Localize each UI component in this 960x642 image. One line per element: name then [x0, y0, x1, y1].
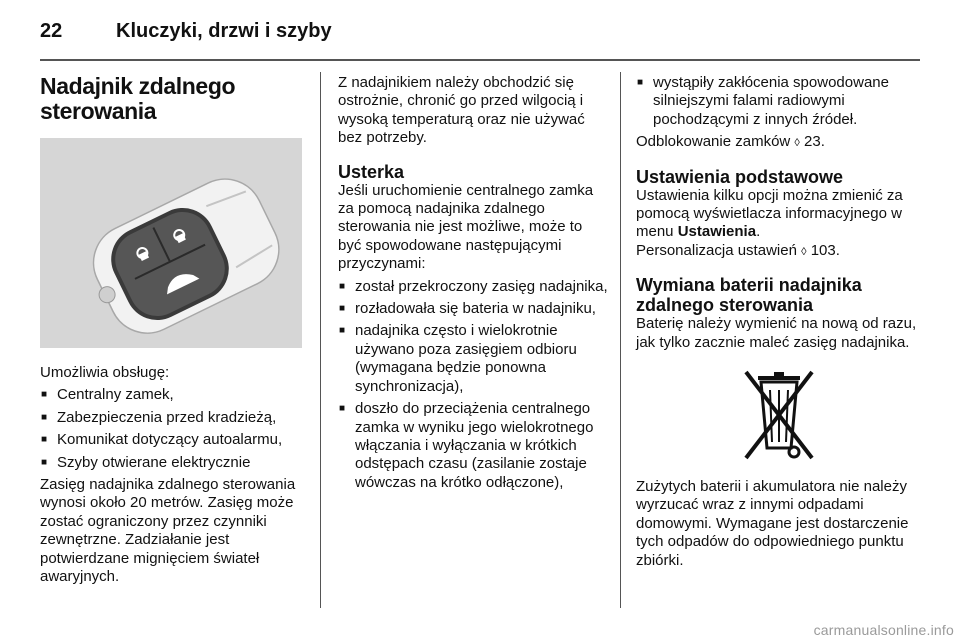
heading-fault: Usterka [338, 161, 405, 182]
page-ref-icon: ◊ [794, 137, 800, 150]
unlock-reference [636, 133, 920, 152]
page-ref-icon: ◊ [801, 245, 807, 258]
settings-period: . [756, 223, 761, 241]
list-item: ■ Szyby otwierane elektrycznie [40, 454, 306, 472]
personalize-reference [636, 242, 920, 261]
feature-list [40, 386, 306, 472]
list-item: ■ doszło do przeciążenia centralnego zamka w wyniku jego wielokrotnego włączania i wyłączania w krótkich odstępach czasu (zasilanie zostaje wówczas na krótko odłączone), [338, 400, 608, 492]
section-title-remote: Nadajnik zdalnego sterowania [40, 73, 236, 124]
care-paragraph: Z nadajnikiem należy obchodzić się ostrożnie, chronić go przed wilgocią i wysoką temperaturą oraz nie używać bez potrzeby. [338, 74, 585, 147]
settings-text: Ustawienia kilku opcji można zmienić za pomocą wyświetlacza informacyjnego w menu [636, 186, 903, 241]
features-intro: Umożliwia obsługę: [40, 364, 170, 381]
disposal-paragraph: Zużytych baterii i akumulatora nie należy wyrzucać wraz z innymi odpadami domowymi. Wymagane jest dostarczenie tych odpadów do odpowiedniego punktu zbiórki. [636, 478, 909, 569]
page-number: 22 [40, 20, 63, 42]
column-divider [620, 72, 621, 608]
personalize-text: Personalizacja ustawień [636, 241, 797, 259]
column-2 [338, 74, 608, 492]
list-item: ■ Zabezpieczenia przed kradzieżą, [40, 409, 306, 427]
settings-menu-name: Ustawienia [677, 223, 757, 241]
column-divider [320, 72, 321, 608]
page-header [40, 20, 332, 44]
unlock-page-ref: 23. [804, 133, 825, 151]
list-item: ■ został przekroczony zasięg nadajnika, [338, 278, 608, 296]
watermark: carmanualsonline.info [813, 622, 954, 638]
remote-key-image [40, 138, 302, 348]
unlock-text: Odblokowanie zamków [636, 133, 791, 151]
header-rule [40, 59, 920, 61]
chapter-title: Kluczyki, drzwi i szyby [116, 20, 332, 42]
heading-settings: Ustawienia podstawowe [636, 166, 844, 187]
list-item: ■ Centralny zamek, [40, 386, 306, 404]
battery-paragraph: Baterię należy wymienić na nową od razu, jak tylko zacznie maleć zasięg nadajnika. [636, 315, 917, 351]
list-item: ■ Komunikat dotyczący autoalarmu, [40, 431, 306, 449]
list-item: ■ rozładowała się bateria w nadajniku, [338, 300, 608, 318]
crossed-bin-icon [734, 366, 824, 466]
settings-paragraph [636, 187, 920, 242]
cause-list [338, 278, 608, 492]
range-paragraph: Zasięg nadajnika zdalnego sterowania wynosi około 20 metrów. Zasięg może zostać ograniczony przez czynniki zewnętrzne. Zadziałanie jest potwierdzane mignięciem świateł awaryjnych. [40, 476, 296, 586]
fault-paragraph: Jeśli uruchomienie centralnego zamka za pomocą nadajnika zdalnego sterowania nie jest możliwe, może to być spowodowane następującymi przyczynami: [338, 181, 594, 273]
cause-list-continued [636, 74, 920, 129]
list-item: ■ wystąpiły zakłócenia spowodowane silniejszymi falami radiowymi pochodzącymi z innych źródeł. [636, 74, 920, 129]
flip-key-icon [40, 138, 302, 348]
heading-battery: Wymiana baterii nadajnika zdalnego sterowania [636, 275, 862, 316]
personalize-page-ref: 103. [810, 241, 840, 259]
column-1 [40, 74, 306, 586]
list-item: ■ nadajnika często i wielokrotnie używano poza zasięgiem odbioru (wymagana będzie ponowna synchronizacja), [338, 322, 608, 396]
column-3 [636, 74, 920, 570]
